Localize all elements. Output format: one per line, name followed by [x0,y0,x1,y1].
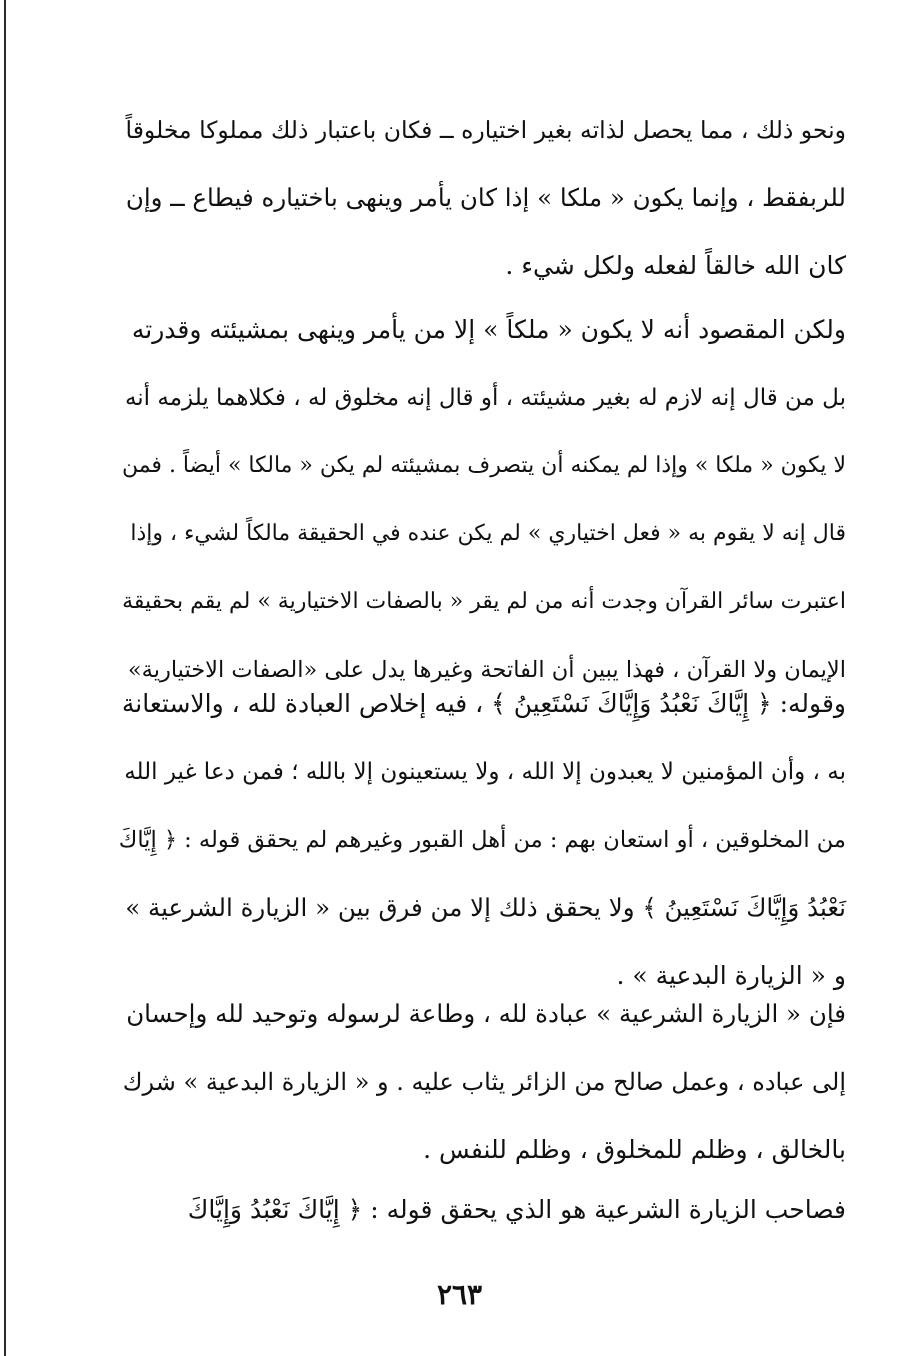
text-line: فصاحب الزيارة الشرعية هو الذي يحقق قوله : ﴿ إِيَّاكَ نَعْبُدُ وَإِيَّاكَ [187,1195,846,1224]
paragraph-4 [118,980,846,1184]
text-line: بل من قال إنه لازم له بغير مشيئته ، أو قال إنه مخلوق له ، فكلاهما يلزمه أنه [124,385,846,411]
text-line: نَعْبُدُ وَإِيَّاكَ نَسْتَعِينُ ﴾ ولا يحقق ذلك إلا من فرق بين « الزيارة الشرعية » [125,893,846,922]
page-number: ٢٦٣ [436,1278,483,1311]
text-line: به ، وأن المؤمنين لا يعبدون إلا الله ، ولا يستعينون إلا بالله ؛ فمن دعا غير الله [124,759,846,785]
paragraph-5 [118,1176,846,1244]
paragraph-2 [118,296,846,704]
text-line: اعتبرت سائر القرآن وجدت أنه من لم يقر « بالصفات الاختيارية » لم يقم بحقيقة [122,589,846,614]
text-line: فإن « الزيارة الشرعية » عبادة لله ، وطاعة لرسوله وتوحيد لله وإحسان [126,999,846,1028]
text-line: لا يكون « ملكا » وإذا لم يمكنه أن يتصرف بمشيئته لم يكن « مالكا » أيضاً . فمن [121,453,846,478]
text-line: قال إنه لا يقوم به « فعل اختياري » لم يكن عنده في الحقيقة مالكاً لشيء ، وإذا [130,521,846,546]
text-line: ونحو ذلك ، مما يحصل لذاته بغير اختياره ــ فكان باعتبار ذلك مملوكا مخلوقاً [125,116,846,144]
text-line: الإيمان ولا القرآن ، فهذا يبين أن الفاتحة وغيرها يدل على «الصفات الاختيارية» [127,657,846,683]
page-edge-line [4,0,6,1356]
text-line: وقوله: ﴿ إِيَّاكَ نَعْبُدُ وَإِيَّاكَ نَسْتَعِينُ ﴾ ، فيه إخلاص العبادة لله ، والاستعانة [121,689,846,718]
paragraph-3 [118,670,846,1010]
text-line: للربفقط ، وإنما يكون « ملكا » إذا كان يأمر وينهى باختياره فيطاع ــ وإن [125,183,846,212]
text-line: من المخلوقين ، أو استعان بهم : من أهل القبور وغيرهم لم يحقق قوله : ﴿ إِيَّاكَ [118,827,846,853]
text-line: إلى عباده ، وعمل صالح من الزائر يثاب عليه . و « الزيارة البدعية » شرك [122,1068,846,1096]
text-line: بالخالق ، وظلم للمخلوق ، وظلم للنفس . [423,1135,846,1164]
text-line: و « الزيارة البدعية » . [616,961,846,990]
text-line: كان الله خالقاً لفعله ولكل شيء . [505,251,846,280]
text-line: ولكن المقصود أنه لا يكون « ملكاً » إلا من يأمر وينهى بمشيئته وقدرته [131,315,846,344]
paragraph-1 [118,96,846,300]
